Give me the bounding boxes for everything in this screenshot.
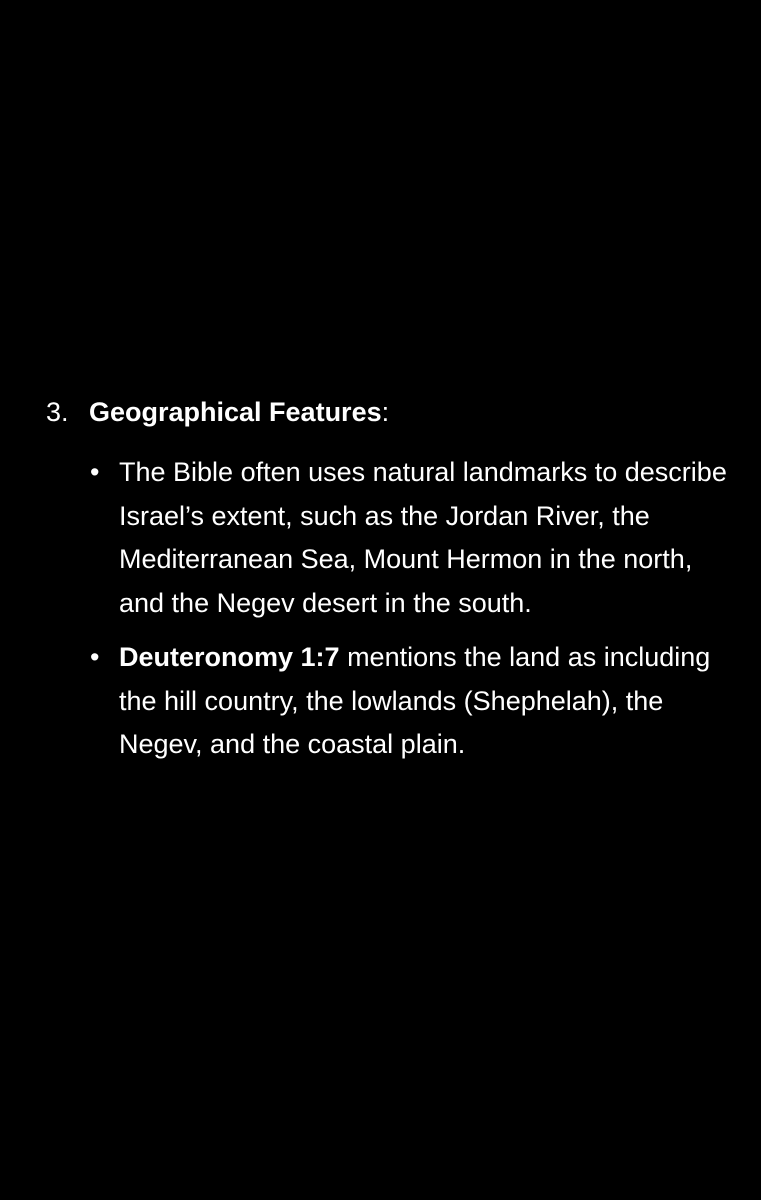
bullet-dot: • <box>90 457 100 487</box>
section-heading-colon: : <box>381 397 390 427</box>
section-heading <box>89 389 389 435</box>
bullet-text: The Bible often uses natural landmarks to describe Israel’s extent, such as the Jordan River, the Mediterranean Sea, Mount Hermon in the north, and the Negev desert in the south. <box>119 457 727 618</box>
geographical-features-section <box>0 389 761 767</box>
bullet-item-landmarks <box>0 451 761 625</box>
bullet-text: mentions the land as including the hill country, the lowlands (Shephelah), the Negev, and the coastal plain. <box>119 642 711 759</box>
bullet-list <box>0 451 761 767</box>
bullet-item-deuteronomy <box>0 636 761 767</box>
bullet-dot: • <box>90 642 100 672</box>
list-number: 3. <box>46 397 69 427</box>
section-heading-text: Geographical Features <box>89 397 382 427</box>
scripture-reference: Deuteronomy 1:7 <box>119 642 340 672</box>
section-heading-row <box>0 389 761 435</box>
